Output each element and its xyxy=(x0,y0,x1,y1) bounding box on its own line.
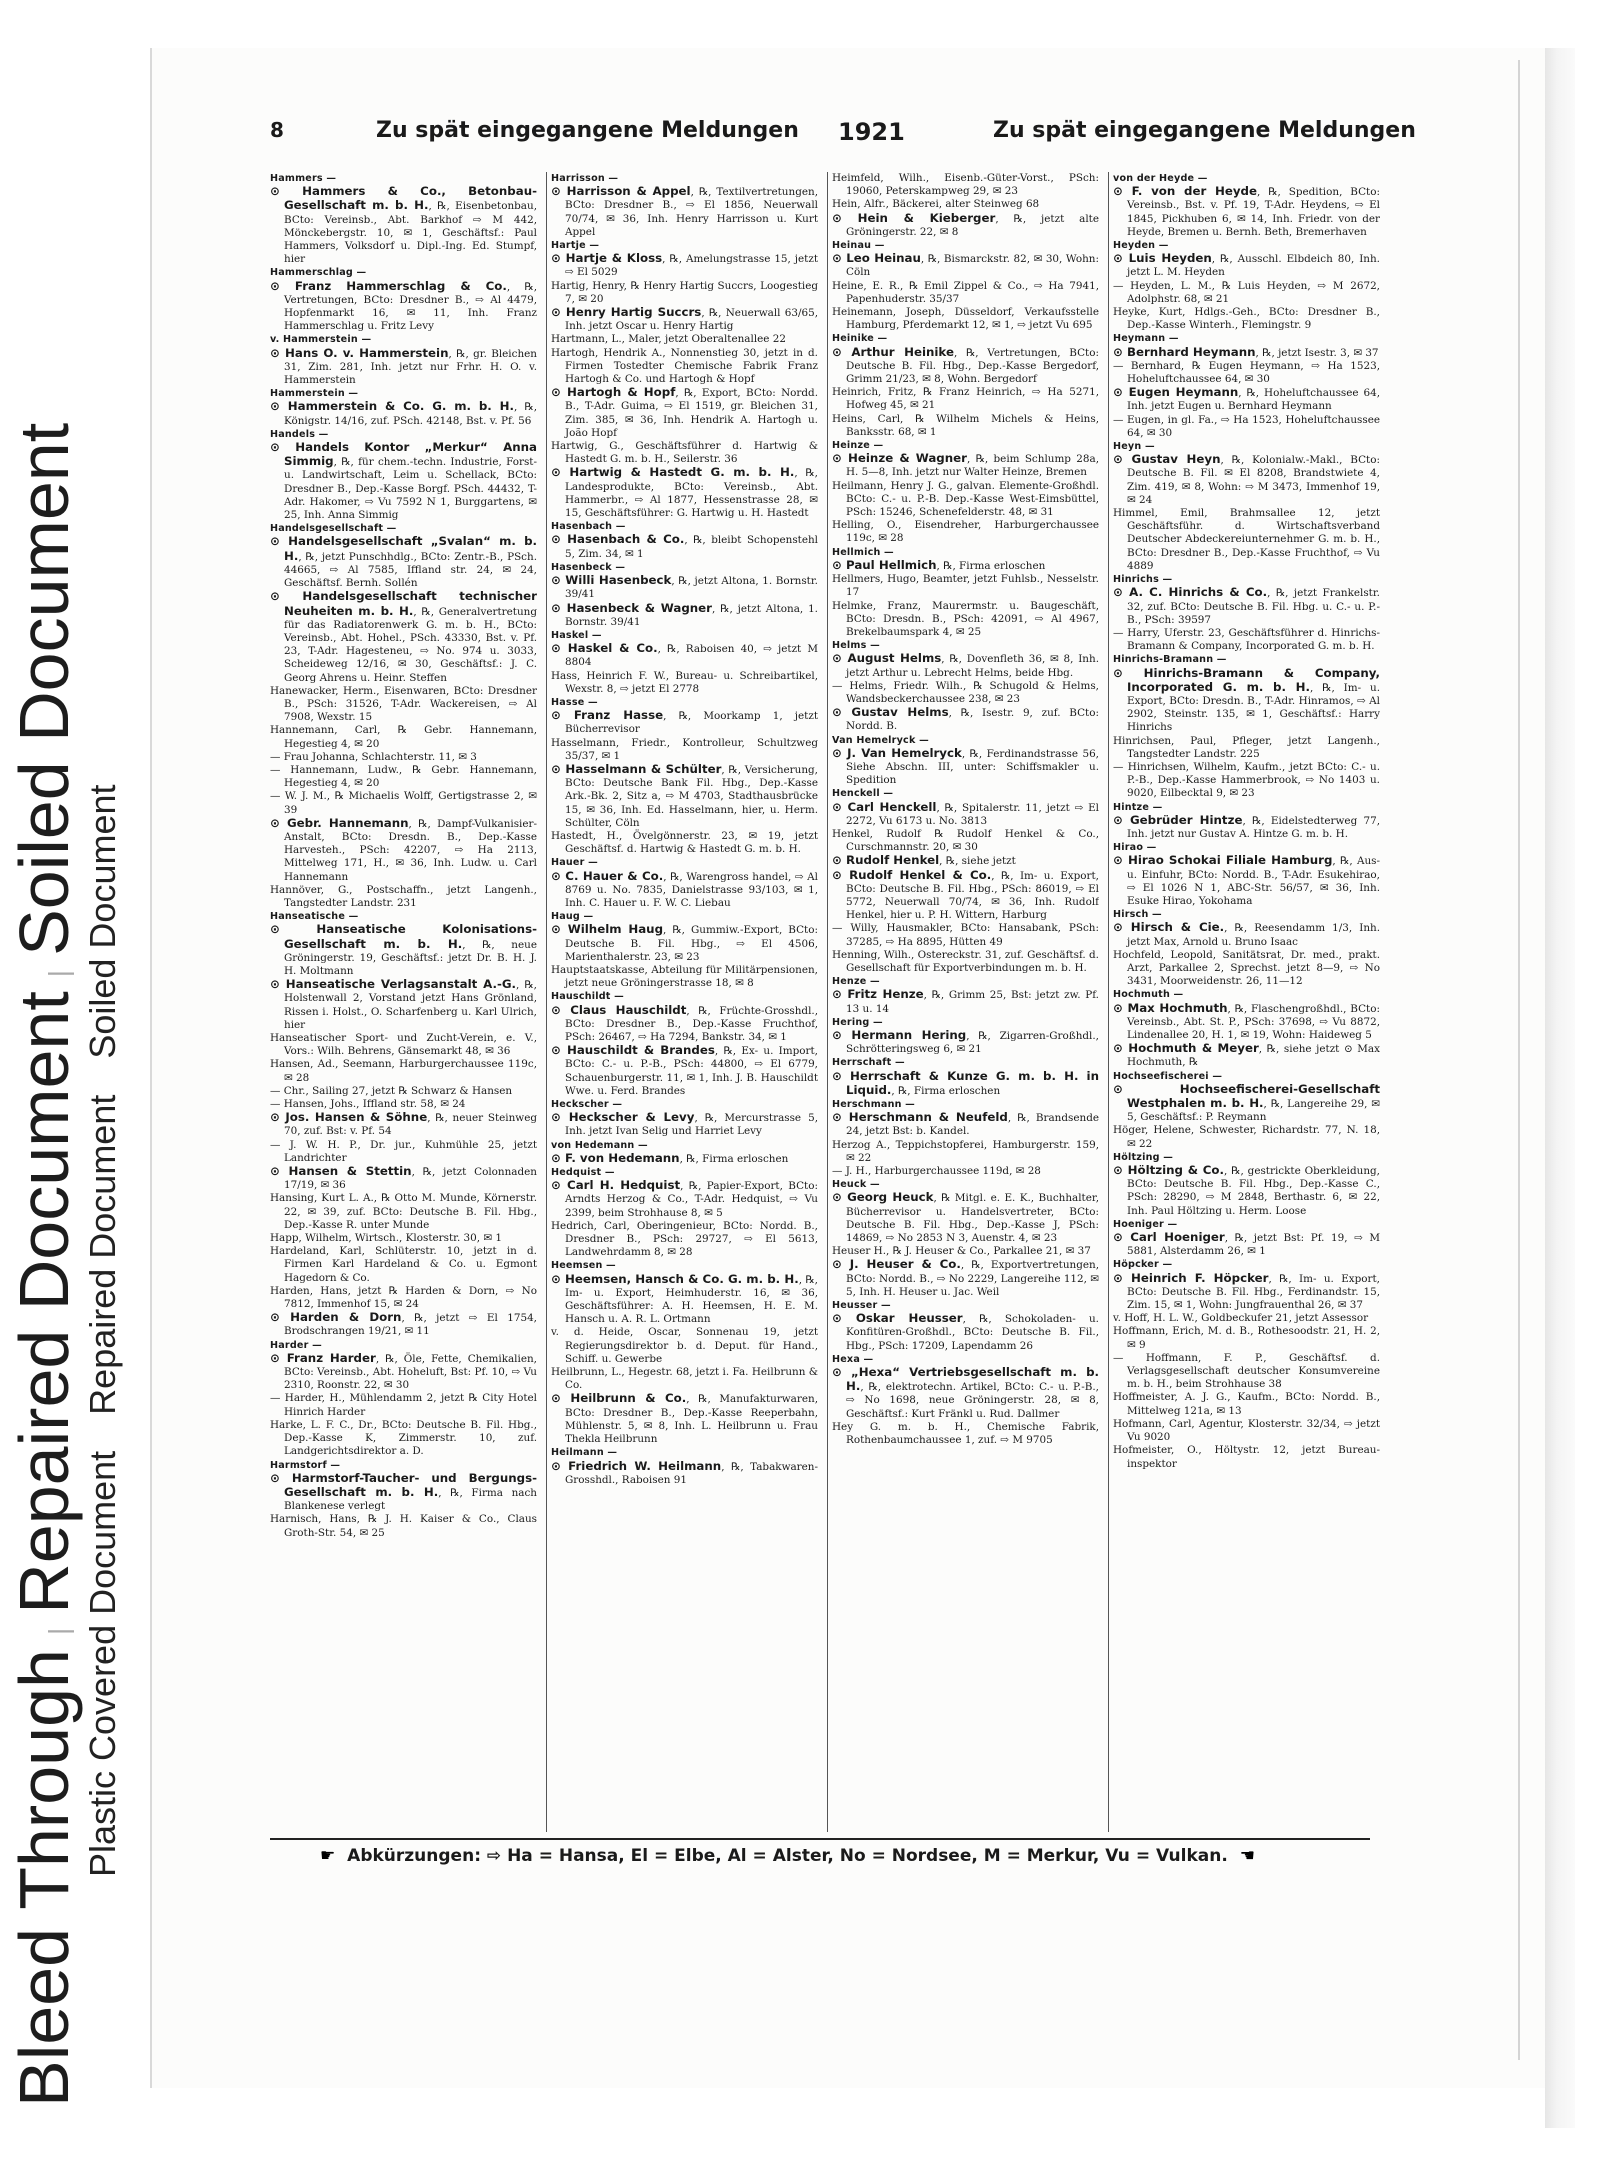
directory-entry: ⊙ Fritz Henze, ℞, Grimm 25, Bst: jetzt zw. Pf. 13 u. 14 xyxy=(832,987,1099,1015)
directory-entry: Heckscher — xyxy=(551,1099,623,1111)
directory-entry: Hanseatischer Sport- und Zucht-Verein, e. V., Vors.: Wilh. Behrens, Gänsemarkt 48, ✉ 36 xyxy=(270,1032,537,1058)
directory-entry: Hasse — xyxy=(551,696,598,708)
directory-entry: v. d. Heide, Oscar, Sonnenau 19, jetzt Regierungsdirektor b. d. Deput. für Hand., Schiff. u. Gewerbe xyxy=(551,1326,818,1365)
directory-entry: Heuser H., ℞ J. Heuser & Co., Parkallee 21, ✉ 37 xyxy=(832,1245,1091,1258)
directory-entry: — Frau Johanna, Schlachterstr. 11, ✉ 3 xyxy=(270,750,477,763)
directory-entry: — Harder, H., Mühlendamm 2, jetzt ℞ City Hotel Hinrich Harder xyxy=(270,1392,537,1418)
directory-entry: ⊙ Carl H. Hedquist, ℞, Papier-Export, BCto: Arndts Herzog & Co., T-Adr. Hedquist, ⇨ Vu 2399, beim Strohhause 8, ✉ 5 xyxy=(551,1178,818,1219)
firm-name: ⊙ Eugen Heymann xyxy=(1113,385,1239,400)
firm-name: ⊙ Handelsgesellschaft „Svalan“ m. b. H. xyxy=(270,534,537,563)
directory-entry: Hardeland, Karl, Schlüterstr. 10, jetzt in d. Firmen Karl Hardeland & Co. u. Egmont Hagedorn & Co. xyxy=(270,1245,537,1284)
directory-entry: Harmstorf — xyxy=(270,1459,341,1471)
directory-entry: — Hannemann, Ludw., ℞ Gebr. Hannemann, Hegestieg 4, ✉ 20 xyxy=(270,763,537,790)
directory-entry: ⊙ F. von der Heyde, ℞, Spedition, BCto: Vereinsb., Bst. v. Pf. 19, T-Adr. Heydens, ⇨ El 1845, Pickhuben 6, ✉ 14, Inh. Friedr. von der Heyde, Bremen u. Bernh. Beth, Bremerhaven xyxy=(1113,184,1380,238)
footer-rule xyxy=(270,1838,1370,1840)
label-bleed-through: Bleed Through xyxy=(5,1649,83,2107)
directory-entry: ⊙ A. C. Hinrichs & Co., ℞, jetzt Frankelstr. 32, zuf. BCto: Deutsche B. Fil. Hbg. u. C.- u. P.-B., PSch: 39597 xyxy=(1113,585,1380,626)
directory-entry: ⊙ Max Hochmuth, ℞, Flaschengroßhdl., BCto: Vereinsb., Abt. St. P., PSch: 37698, ⇨ Vu 8872, Lindenallee 20, H. 1, ✉ 19, Wohn: Haideweg 5 xyxy=(1113,1000,1380,1041)
directory-entry: Hochfeld, Leopold, Sanitätsrat, Dr. med., prakt. Arzt, Parkallee 2, Sprechst. jetzt 8—9, ⇨ No 3431, Moorweidenstr. 26, 11—12 xyxy=(1113,948,1380,988)
firm-name: ⊙ C. Hauer & Co. xyxy=(551,868,664,883)
directory-entry: ⊙ Handelsgesellschaft technischer Neuheiten m. b. H., ℞, Generalvertretung für das Radiatorenwerk G. m. b. H., BCto: Vereinsb., Abt. Hohel., PSch. 43330, Bst. v. Pf. 23, T-Adr. Hagesteneu, ⇨ No. 974 u. 3033, Scheideweg 12/16, ✉ 30, Geschäftsf.: J. C. Georg Ahrens u. Heinr. Steffen xyxy=(270,589,537,684)
firm-name: ⊙ Claus Hauschildt xyxy=(551,1002,687,1017)
firm-name: ⊙ Franz Harder xyxy=(270,1350,376,1365)
pointing-hand-icon: ☚ xyxy=(1239,1846,1255,1866)
directory-entry: Hochmuth — xyxy=(1113,989,1184,1001)
firm-name: ⊙ Heemsen, Hansch & Co. G. m. b. H. xyxy=(551,1271,799,1286)
directory-entry: Heyden — xyxy=(1113,240,1169,252)
directory-entry: Hasselmann, Friedr., Kontrolleur, Schultzweg 35/37, ✉ 1 xyxy=(551,736,818,762)
firm-name: ⊙ Bernhard Heymann xyxy=(1113,344,1256,359)
firm-name: ⊙ Hartje & Kloss xyxy=(551,251,663,266)
directory-entry: ⊙ Wilhelm Haug, ℞, Gummiw.-Export, BCto: Deutsche B. Fil. Hbg., ⇨ El 4506, Marienthalerstr. 23, ✉ 23 xyxy=(551,922,818,963)
directory-entry: ⊙ Oskar Heusser, ℞, Schokoladen- u. Konfitüren-Großhdl., BCto: Deutsche B. Fil., Hbg., PSch: 17209, Lapendamm 26 xyxy=(832,1311,1099,1352)
page-edge-right xyxy=(1545,48,1575,2128)
directory-entry: von der Heyde — xyxy=(1113,173,1208,184)
directory-entry: Heilbrunn, L., Hegestr. 68, jetzt i. Fa. Heilbrunn & Co. xyxy=(551,1366,818,1392)
directory-entry: ⊙ J. Van Hemelryck, ℞, Ferdinandstrasse 56, Siehe Abschn. III, unter: Schiffsmakler u. Spedition xyxy=(832,745,1099,787)
directory-entry: Hastedt, H., Övelgönnerstr. 23, ✉ 19, jetzt Geschäftsf. d. Hartwig & Hastedt G. m. b. H. xyxy=(551,829,818,856)
firm-name: ⊙ Harden & Dorn xyxy=(270,1310,402,1325)
firm-name: ⊙ Heckscher & Levy xyxy=(551,1110,695,1125)
directory-entry: ⊙ Heemsen, Hansch & Co. G. m. b. H., ℞, Im- u. Export, Heimhuderstr. 16, ✉ 36, Geschäftsführer: A. H. Heemsen, H. E. M. Hansch u. A. R. L. Ortmann xyxy=(551,1271,818,1326)
directory-entry: Hoeniger — xyxy=(1113,1218,1178,1230)
firm-name: ⊙ Oskar Heusser xyxy=(832,1311,963,1326)
directory-entry: Harden, Hans, jetzt ℞ Harden & Dorn, ⇨ No 7812, Immenhof 15, ✉ 24 xyxy=(270,1284,537,1311)
firm-name: ⊙ Hartwig & Hastedt G. m. b. H. xyxy=(551,465,795,480)
directory-entry: Hein, Alfr., Bäckerei, alter Steinweg 68 xyxy=(832,198,1040,211)
firm-name: ⊙ Max Hochmuth xyxy=(1113,1000,1228,1015)
firm-name: ⊙ Heinze & Wagner xyxy=(832,451,967,466)
directory-entry: Helmke, Franz, Maurermstr. u. Baugeschäft, BCto: Dresdn. B., PSch: 42091, ⇨ Al 4967, Brekelbaumspark 4, ✉ 25 xyxy=(832,599,1099,638)
directory-entry: ⊙ Hirsch & Cie., ℞, Reesendamm 1/3, Inh. jetzt Max, Arnold u. Bruno Isaac xyxy=(1113,920,1380,948)
directory-entry: Heyke, Kurt, Hdlgs.-Geh., BCto: Dresdner B., Dep.-Kasse Winterh., Flemingstr. 9 xyxy=(1113,306,1380,332)
firm-name: ⊙ Fritz Henze xyxy=(832,987,924,1002)
directory-entry: ⊙ Hasenbeck & Wagner, ℞, jetzt Altona, 1. Bornstr. 39/41 xyxy=(551,600,818,628)
directory-entry: ⊙ Heckscher & Levy, ℞, Mercurstrasse 5, Inh. jetzt Ivan Selig und Harriet Levy xyxy=(551,1110,818,1138)
firm-name: ⊙ „Hexa“ Vertriebsgesellschaft m. b. H. xyxy=(832,1365,1099,1394)
directory-entry: ⊙ Rudolf Henkel & Co., ℞, Im- u. Export, BCto: Deutsche B. Fil. Hbg., PSch: 86019, ⇨ El 5772, Neuerwall 70/74, ✉ 36, Inh. Rudolf Henkel, hier u. P. H. Wittern, Harburg xyxy=(832,867,1099,922)
directory-entry: — Willy, Hausmakler, BCto: Hansabank, PSch: 37285, ⇨ Ha 8895, Hütten 49 xyxy=(832,922,1099,948)
firm-name: ⊙ Hochseefischerei-Gesellschaft Westphalen m. b. H. xyxy=(1113,1081,1380,1111)
directory-entry: ⊙ Hartje & Kloss, ℞, Amelungstrasse 15, jetzt ⇨ El 5029 xyxy=(551,251,818,279)
directory-entry: Hasenbach — xyxy=(551,521,626,533)
directory-entry: ⊙ Gebrüder Hintze, ℞, Eidelstedterweg 77, Inh. jetzt nur Gustav A. Hintze G. m. b. H. xyxy=(1113,812,1380,840)
firm-name: ⊙ Carl Hoeniger xyxy=(1113,1230,1225,1245)
firm-name: ⊙ Hansen & Stettin xyxy=(270,1164,412,1179)
firm-name: ⊙ Hochmuth & Meyer xyxy=(1113,1041,1259,1056)
directory-entry: — Hoffmann, F. P., Geschäftsf. d. Verlagsgesellschaft deutscher Konsumvereine m. b. H., beim Strohhause 38 xyxy=(1113,1351,1380,1391)
directory-entry: Heimfeld, Wilh., Eisenb.-Güter-Vorst., PSch: 19060, Peterskampweg 29, ✉ 23 xyxy=(832,172,1099,198)
directory-entry: Harnisch, Hans, ℞ J. H. Kaiser & Co., Claus Groth-Str. 54, ✉ 25 xyxy=(270,1513,537,1539)
directory-entry: Heilmann — xyxy=(551,1447,618,1459)
directory-column-1 xyxy=(270,172,537,1832)
column-divider xyxy=(827,172,828,1832)
directory-entry: Hartig, Henry, ℞ Henry Hartig Succrs, Loogestieg 7, ✉ 20 xyxy=(551,279,818,305)
directory-entry: Hinrichsen, Paul, Pfleger, jetzt Langenh., Tangstedter Landstr. 225 xyxy=(1113,734,1380,760)
firm-name: ⊙ Handelsgesellschaft technischer Neuheiten m. b. H. xyxy=(270,589,537,618)
directory-entry: Heins, Carl, ℞ Wilhelm Michels & Heins, Banksstr. 68, ✉ 1 xyxy=(832,412,1099,438)
firm-name: ⊙ Hammerstein & Co. G. m. b. H. xyxy=(270,399,515,414)
directory-entry: Heinrich, Fritz, ℞ Franz Heinrich, ⇨ Ha 5271, Hofweg 45, ✉ 21 xyxy=(832,386,1099,412)
directory-entry: ⊙ Hein & Kieberger, ℞, jetzt alte Gröningerstr. 22, ✉ 8 xyxy=(832,210,1099,238)
firm-name: ⊙ Handels Kontor „Merkur“ Anna Simmig xyxy=(270,440,537,469)
directory-entry: Hinrichs-Bramann — xyxy=(1113,654,1227,666)
directory-entry: Hedquist — xyxy=(551,1167,615,1179)
directory-entry: Hey G. m. b. H., Chemische Fabrik, Rothenbaumchaussee 1, zuf. ⇨ M 9705 xyxy=(832,1420,1099,1447)
directory-entry: ⊙ Claus Hauschildt, ℞, Früchte-Grosshdl., BCto: Dresdner B., Dep.-Kasse Fruchthof, PSch: 26467, ⇨ Ha 7294, Bankstr. 34, ✉ 1 xyxy=(551,1002,818,1043)
firm-name: ⊙ Gebrüder Hintze xyxy=(1113,812,1243,827)
directory-entry: ⊙ Haskel & Co., ℞, Raboisen 40, ⇨ jetzt M 8804 xyxy=(551,641,818,669)
directory-entry: Helms — xyxy=(832,640,880,652)
firm-name: ⊙ Jos. Hansen & Söhne xyxy=(270,1110,428,1125)
directory-entry: ⊙ Hartogh & Hopf, ℞, Export, BCto: Nordd. B., T-Adr. Guima, ⇨ El 1519, gr. Bleichen 31, Zim. 385, ✉ 36, Inh. Hendrik A. Hartogh u. João Hopf xyxy=(551,385,818,439)
page-fold-line xyxy=(1518,60,1520,2060)
directory-entry: ⊙ Carl Hoeniger, ℞, jetzt Bst: Pf. 19, ⇨ M 5881, Alsterdamm 26, ✉ 1 xyxy=(1113,1230,1380,1258)
pointing-hand-icon: ☛ xyxy=(320,1846,336,1866)
directory-entry: ⊙ Hans O. v. Hammerstein, ℞, gr. Bleichen 31, Zim. 281, Inh. jetzt nur Frhr. H. O. v. Hammerstein xyxy=(270,345,537,387)
directory-entry: Heinau — xyxy=(832,240,885,252)
directory-entry: Harder — xyxy=(270,1339,322,1351)
directory-entry: Herzog A., Teppichstopferei, Hamburgerstr. 159, ✉ 22 xyxy=(832,1138,1099,1164)
firm-name: ⊙ Hasenbach & Co. xyxy=(551,532,685,547)
directory-entry: von Hedemann — xyxy=(551,1139,648,1151)
directory-entry: ⊙ Heinze & Wagner, ℞, beim Schlump 28a, H. 5—8, Inh. jetzt nur Walter Heinze, Bremen xyxy=(832,451,1099,479)
directory-entry: Höpcker — xyxy=(1113,1259,1173,1271)
directory-entry: Haug — xyxy=(551,911,594,923)
directory-entry: Hammers — xyxy=(270,173,337,184)
directory-entry: ⊙ Paul Hellmich, ℞, Firma erloschen xyxy=(832,557,1046,572)
directory-entry: Heemsen — xyxy=(551,1260,616,1272)
directory-entry: Heilmann, Henry J. G., galvan. Elemente-Großhdl. BCto: C.- u. P.-B. Dep.-Kasse West-Eimsbüttel, PSch: 15246, Schenefelderstr. 48, ✉ 31 xyxy=(832,479,1099,519)
directory-entry: Herschmann — xyxy=(832,1099,915,1111)
firm-name: ⊙ Gustav Helms xyxy=(832,705,949,720)
firm-name: ⊙ Rudolf Henkel & Co. xyxy=(832,867,992,882)
firm-name: ⊙ Franz Hammerschlag & Co. xyxy=(270,278,507,293)
directory-entry: — Heyden, L. M., ℞ Luis Heyden, ⇨ M 2672, Adolphstr. 68, ✉ 21 xyxy=(1113,279,1380,305)
firm-name: ⊙ Arthur Heinike xyxy=(832,344,954,359)
directory-entry: ⊙ Hartwig & Hastedt G. m. b. H., ℞, Landesprodukte, BCto: Vereinsb., Abt. Hammerbr., ⇨ Al 1877, Hessenstrasse 28, ✉ 15, Geschäftsführer: G. Hartwig u. H. Hastedt xyxy=(551,465,818,520)
label-repaired-document-2: Repaired Document xyxy=(82,1094,123,1415)
directory-entry: ⊙ Hanseatische Verlagsanstalt A.-G., ℞, Holstenwall 2, Vorstand jetzt Hans Grönland, Rissen i. Holst., O. Scharfenberg u. Karl Ulrich, hier xyxy=(270,977,537,1031)
firm-name: ⊙ Hein & Kieberger xyxy=(832,210,996,225)
firm-name: ⊙ Hanseatische Kolonisations-Gesellschaft m. b. H. xyxy=(270,922,537,951)
directory-entry: ⊙ Leo Heinau, ℞, Bismarckstr. 82, ✉ 30, Wohn: Cöln xyxy=(832,251,1099,279)
directory-entry: — Hinrichsen, Wilhelm, Kaufm., jetzt BCto: C.- u. P.-B., Dep.-Kasse Hammerbrook, ⇨ No 1403 u. 9020, Eilbecktal 9, ✉ 23 xyxy=(1113,760,1380,800)
label-soiled-document: Soiled Document xyxy=(5,422,83,956)
firm-name: ⊙ Hirao Schokai Filiale Hamburg xyxy=(1113,853,1333,868)
directory-entry: Heinemann, Joseph, Düsseldorf, Verkaufsstelle Hamburg, Pferdemarkt 12, ✉ 1, ⇨ jetzt Vu 695 xyxy=(832,306,1099,332)
directory-entry: ⊙ Hasselmann & Schülter, ℞, Versicherung, BCto: Deutsche Bank Fil. Hbg., Dep.-Kasse Ark.-Bk. 2, Sitz a, ⇨ M 4703, Stadthausbrücke 15, ✉ 36, Inh. Ed. Hasselmann, hier, u. Herm. Schülter, Cöln xyxy=(551,761,818,829)
page-number: 8 xyxy=(270,118,284,142)
directory-entry: ⊙ Eugen Heymann, ℞, Hoheluftchaussee 64, Inh. jetzt Eugen u. Bernhard Heymann xyxy=(1113,385,1380,413)
directory-entry: ⊙ Harmstorf-Taucher- und Bergungs-Gesellschaft m. b. H., ℞, Firma nach Blankenese verlegt xyxy=(270,1470,537,1513)
directory-entry: ⊙ Franz Hasse, ℞, Moorkamp 1, jetzt Bücherrevisor xyxy=(551,708,818,736)
firm-name: ⊙ Hinrichs-Bramann & Company, Incorporated G. m. b. H. xyxy=(1113,665,1380,694)
abbreviations-footer xyxy=(320,1846,1370,1876)
directory-entry: ⊙ Gebr. Hannemann, ℞, Dampf-Vulkanisier-Anstalt, BCto: Dresdn. B., Dep.-Kasse Harvesteh., PSch: 42207, ⇨ Ha 2113, Mittelweg 171, H., ✉ 36, Inh. Ludw. u. Carl Hannemann xyxy=(270,815,537,883)
firm-name: ⊙ Höltzing & Co. xyxy=(1113,1163,1224,1178)
firm-name: ⊙ Carl Henckell xyxy=(832,799,937,814)
directory-entry: — J. W. H. P., Dr. jur., Kuhmühle 25, jetzt Landrichter xyxy=(270,1138,537,1164)
directory-entry: ⊙ Harrisson & Appel, ℞, Textilvertretungen, BCto: Dresdner B., ⇨ El 1856, Neuerwall 70/74, ✉ 36, Inh. Henry Harrisson u. Kurt Appel xyxy=(551,184,818,238)
label-soiled-document-2: Soiled Document xyxy=(82,784,123,1059)
directory-entry: ⊙ Hirao Schokai Filiale Hamburg, ℞, Aus- u. Einfuhr, BCto: Nordd. B., T-Adr. Esukehirao, ⇨ El 1026 N 1, ABC-Str. 56/57, ✉ 36, Inh. Esuke Hirao, Yokohama xyxy=(1113,853,1380,907)
firm-name: ⊙ Luis Heyden xyxy=(1113,251,1212,266)
directory-entry: ⊙ Jos. Hansen & Söhne, ℞, neuer Steinweg 70, zuf. Bst: v. Pf. 54 xyxy=(270,1110,537,1138)
directory-entry: Hintze — xyxy=(1113,801,1163,813)
directory-entry: ⊙ „Hexa“ Vertriebsgesellschaft m. b. H., ℞, elektrotechn. Artikel, BCto: C.- u. P.-B., ⇨ No 1698, neue Gröningerstr. 28, ✉ 8, Geschäftsf.: Kurt Fränkl u. Rud. Dallmer xyxy=(832,1365,1099,1420)
directory-entry: ⊙ Franz Harder, ℞, Öle, Fette, Chemikalien, BCto: Vereinsb., Abt. Hoheluft, Bst: Pf. 10, ⇨ Vu 2310, Roonstr. 22, ✉ 30 xyxy=(270,1350,537,1392)
directory-entry: Hass, Heinrich F. W., Bureau- u. Schreibartikel, Wexstr. 8, ⇨ jetzt El 2778 xyxy=(551,669,818,695)
label-plastic-covered: Plastic Covered Document xyxy=(82,1450,123,1877)
firm-name: ⊙ Hirsch & Cie. xyxy=(1113,920,1225,935)
directory-entry: Hauptstaatskasse, Abteilung für Militärpensionen, jetzt neue Gröningerstrasse 18, ✉ 8 xyxy=(551,963,818,990)
directory-entry: ⊙ C. Hauer & Co., ℞, Warengross handel, ⇨ Al 8769 u. No. 7835, Danielstrasse 93/103, ✉ 1, Inh. C. Hauer u. F. W. C. Liebau xyxy=(551,868,818,909)
firm-name: ⊙ Herschmann & Neufeld xyxy=(832,1110,1008,1125)
firm-name: ⊙ Rudolf Henkel xyxy=(832,853,940,868)
directory-entry: — Helms, Friedr. Wilh., ℞ Schugold & Helms, Wandsbeckerchaussee 238, ✉ 23 xyxy=(832,679,1099,705)
firm-name: ⊙ Hammers & Co., Betonbau-Gesellschaft m. b. H. xyxy=(270,184,537,213)
firm-name: ⊙ August Helms xyxy=(832,651,942,666)
directory-entry: Henckell — xyxy=(832,788,894,800)
directory-entry: Heyn — xyxy=(1113,441,1155,453)
firm-name: ⊙ Gebr. Hannemann xyxy=(270,815,409,830)
directory-entry: Hexa — xyxy=(832,1353,874,1365)
firm-name: ⊙ Hauschildt & Brandes xyxy=(551,1043,715,1058)
directory-entry: ⊙ Gustav Heyn, ℞, Kolonialw.-Makl., BCto: Deutsche B. Fil. ✉ El 8208, Brandstwiete 4, Zim. 419, ✉ 8, Wohn: ⇨ M 3473, Immenhof 19, ✉ 24 xyxy=(1113,452,1380,506)
directory-entry: v. Hoff, H. L. W., Goldbeckufer 21, jetzt Assessor xyxy=(1113,1312,1369,1325)
directory-entry: ⊙ Höltzing & Co., ℞, gestrickte Oberkleidung, BCto: Deutsche B. Fil. Hbg., Dep.-Kasse C., PSch: 28290, ⇨ M 2848, Berthastr. 6, ✉ 22, Inh. Paul Höltzing u. Herm. Loose xyxy=(1113,1163,1380,1217)
label-repaired-document: Repaired Document xyxy=(5,991,83,1614)
directory-entry: — Hansen, Johs., Iffland str. 58, ✉ 24 xyxy=(270,1098,466,1111)
directory-entry: Hauer — xyxy=(551,857,598,869)
directory-entry: Hedrich, Carl, Oberingenieur, BCto: Nordd. B., Dresdner B., PSch: 29727, ⇨ El 5613, Landwehrdamm 8, ✉ 28 xyxy=(551,1219,818,1259)
directory-entry: Handelsgesellschaft — xyxy=(270,523,397,535)
firm-name: ⊙ J. Van Hemelryck xyxy=(832,745,962,760)
directory-entry: Hofmeister, O., Höltystr. 12, jetzt Bureau-inspektor xyxy=(1113,1444,1380,1470)
directory-entry: Hasenbeck — xyxy=(551,561,626,573)
directory-entry: ⊙ Luis Heyden, ℞, Ausschl. Elbdeich 80, Inh. jetzt L. M. Heyden xyxy=(1113,251,1380,279)
directory-entry: ⊙ Herrschaft & Kunze G. m. b. H. in Liquid., ℞, Firma erloschen xyxy=(832,1068,1099,1097)
document-type-labels-primary: Bleed Through|Repaired Document|Soiled Document xyxy=(5,422,83,2107)
abbreviations-text: Abkürzungen: ⇨ Ha = Hansa, El = Elbe, Al = Alster, No = Nordsee, M = Merkur, Vu = Vulkan. xyxy=(347,1846,1228,1866)
directory-entry: ⊙ Arthur Heinike, ℞, Vertretungen, BCto: Deutsche B. Fil. Hbg., Dep.-Kasse Bergedorf, Grimm 21/23, ✉ 8, Wohn. Bergedorf xyxy=(832,344,1099,386)
firm-name: ⊙ Paul Hellmich xyxy=(832,557,937,572)
directory-entry: Hochseefischerei — xyxy=(1113,1070,1223,1082)
directory-columns xyxy=(270,172,1380,1832)
firm-name: ⊙ Heilbrunn & Co. xyxy=(551,1391,687,1406)
directory-entry: Höger, Helene, Schwester, Richardstr. 77, N. 18, ✉ 22 xyxy=(1113,1124,1380,1150)
directory-entry: ⊙ Harden & Dorn, ℞, jetzt ⇨ El 1754, Brodschrangen 19/21, ✉ 11 xyxy=(270,1310,537,1338)
firm-name: ⊙ Willi Hasenbeck xyxy=(551,573,672,588)
directory-entry: Hartje — xyxy=(551,240,600,252)
directory-entry: Helling, O., Eisendreher, Harburgerchaussee 119c, ✉ 28 xyxy=(832,519,1099,545)
directory-entry: Hansing, Kurt L. A., ℞ Otto M. Munde, Körnerstr. 22, ✉ 39, zuf. BCto: Deutsche B. Fil. Hbg., Dep.-Kasse R. unter Munde xyxy=(270,1192,537,1231)
directory-entry: ⊙ Georg Heuck, ℞ Mitgl. e. E. K., Buchhalter, Bücherrevisor u. Handelsvertreter, BCto: Deutsche B. Fil. Hbg., Dep.-Kasse J, PSch: 14869, ⇨ No 2853 N 3, Auenstr. 4, ✉ 23 xyxy=(832,1190,1099,1245)
directory-entry: Herrschaft — xyxy=(832,1057,905,1069)
firm-name: ⊙ Leo Heinau xyxy=(832,251,921,266)
directory-entry: — Harry, Uferstr. 23, Geschäftsführer d. Hinrichs-Bramann & Company, Incorporated G. m. b. H. xyxy=(1113,626,1380,653)
directory-entry: Hannemann, Carl, ℞ Gebr. Hannemann, Hegestieg 4, ✉ 20 xyxy=(270,724,537,750)
firm-name: ⊙ F. von der Heyde xyxy=(1113,184,1257,199)
directory-entry: ⊙ Gustav Helms, ℞, Isestr. 9, zuf. BCto: Nordd. B. xyxy=(832,705,1099,733)
directory-entry: ⊙ Hermann Hering, ℞, Zigarren-Großhdl., Schrötteringsweg 6, ✉ 21 xyxy=(832,1028,1099,1056)
firm-name: ⊙ Franz Hasse xyxy=(551,708,664,723)
directory-entry: Hellmers, Hugo, Beamter, jetzt Fuhlsb., Nesselstr. 17 xyxy=(832,573,1099,599)
directory-entry: Hofmann, Carl, Agentur, Klosterstr. 32/34, ⇨ jetzt Vu 9020 xyxy=(1113,1417,1380,1444)
directory-entry: — Chr., Sailing 27, jetzt ℞ Schwarz & Hansen xyxy=(270,1084,513,1097)
directory-entry: Hirao — xyxy=(1113,842,1157,854)
directory-entry: ⊙ Hauschildt & Brandes, ℞, Ex- u. Import, BCto: C.- u. P.-B., PSch: 44800, ⇨ El 6779, Schauenburgerstr. 11, ✉ 1, Inh. J. B. Hauschildt Wwe. u. Ferd. Brandes xyxy=(551,1043,818,1097)
directory-entry: ⊙ Hammerstein & Co. G. m. b. H., ℞, Königstr. 14/16, zuf. PSch. 42148, Bst. v. Pf. 56 xyxy=(270,399,537,427)
directory-entry: Van Hemelryck — xyxy=(832,734,929,746)
column-divider xyxy=(1108,172,1109,1832)
firm-name: ⊙ Hans O. v. Hammerstein xyxy=(270,345,449,360)
directory-entry: Hering — xyxy=(832,1016,883,1028)
firm-name: ⊙ Harrisson & Appel xyxy=(551,184,691,199)
directory-column-4 xyxy=(1113,172,1380,1832)
firm-name: ⊙ Georg Heuck xyxy=(832,1190,934,1205)
directory-entry: Haskel — xyxy=(551,629,602,641)
directory-entry: Heinike — xyxy=(832,333,888,345)
directory-column-3 xyxy=(832,172,1099,1832)
directory-entry: Hoffmann, Erich, M. d. B., Rothesoodstr. 21, H. 2, ✉ 9 xyxy=(1113,1325,1380,1351)
directory-entry: Hoffmeister, A. J. G., Kaufm., BCto: Nordd. B., Mittelweg 121a, ✉ 13 xyxy=(1113,1391,1380,1417)
directory-entry: — J. H., Harburgerchaussee 119d, ✉ 28 xyxy=(832,1165,1041,1178)
directory-entry: Hartwig, G., Geschäftsführer d. Hartwig & Hastedt G. m. b. H., Seilerstr. 36 xyxy=(551,440,818,466)
directory-entry: Hirsch — xyxy=(1113,909,1162,921)
directory-entry: ⊙ Willi Hasenbeck, ℞, jetzt Altona, 1. Bornstr. 39/41 xyxy=(551,573,818,601)
directory-entry: ⊙ Hanseatische Kolonisations-Gesellschaft m. b. H., ℞, neue Gröningerstr. 19, Geschäftsf.: jetzt Dr. B. H. J. H. Moltmann xyxy=(270,922,537,977)
directory-entry: Harke, L. F. C., Dr., BCto: Deutsche B. Fil. Hbg., Dep.-Kasse K, Zimmerstr. 10, zuf. Landgerichtsdirektor a. D. xyxy=(270,1418,537,1458)
directory-entry: Heymann — xyxy=(1113,333,1179,345)
firm-name: ⊙ J. Heuser & Co. xyxy=(832,1257,961,1272)
directory-entry: Hartmann, L., Maler, jetzt Oberaltenallee 22 xyxy=(551,333,786,346)
firm-name: ⊙ Hasselmann & Schülter xyxy=(551,761,722,776)
firm-name: ⊙ Gustav Heyn xyxy=(1113,452,1221,467)
directory-entry: ⊙ Henry Hartig Succrs, ℞, Neuerwall 63/65, Inh. jetzt Oscar u. Henry Hartig xyxy=(551,305,818,333)
directory-entry: ⊙ Handels Kontor „Merkur“ Anna Simmig, ℞, für chem.-techn. Industrie, Forst- u. Landwirtschaft, Leim u. Schellack, BCto: Dresdner B., Dep.-Kasse Borgf. PSch. 44432, T-Adr. Hakomer, ⇨ Vu 7592 N 1, Burggartens, ✉ 25, Inh. Anna Simmig xyxy=(270,440,537,522)
directory-entry: Harrisson — xyxy=(551,173,619,184)
directory-entry: Hartogh, Hendrik A., Nonnenstieg 30, jetzt in d. Firmen Tostedter Chemische Fabrik Franz Hartogh & Co. und Hartogh & Hopf xyxy=(551,346,818,386)
directory-entry: ⊙ Herschmann & Neufeld, ℞, Brandsende 24, jetzt Bst: b. Kandel. xyxy=(832,1110,1099,1138)
directory-entry: ⊙ Hochmuth & Meyer, ℞, siehe jetzt ⊙ Max Hochmuth, ℞ xyxy=(1113,1041,1380,1069)
firm-name: ⊙ Harmstorf-Taucher- und Bergungs-Gesellschaft m. b. H. xyxy=(270,1470,537,1499)
directory-entry: — Bernhard, ℞ Eugen Heymann, ⇨ Ha 1523, Hoheluftchaussee 64, ✉ 30 xyxy=(1113,359,1380,386)
directory-entry: Heinze — xyxy=(832,440,884,452)
directory-entry: ⊙ August Helms, ℞, Dovenfleth 36, ✉ 8, Inh. jetzt Arthur u. Lebrecht Helms, beide Hbg. xyxy=(832,651,1099,679)
directory-entry: Hanewacker, Herm., Eisenwaren, BCto: Dresdner B., PSch: 31526, T-Adr. Wackereisen, ⇨ Al 7908, Wexstr. 15 xyxy=(270,684,537,724)
directory-entry: Heuck — xyxy=(832,1179,880,1191)
firm-name: ⊙ F. von Hedemann xyxy=(551,1150,680,1165)
directory-entry: ⊙ Carl Henckell, ℞, Spitalerstr. 11, jetzt ⇨ El 2272, Vu 6173 u. No. 3813 xyxy=(832,799,1099,827)
page-edge-left xyxy=(150,48,152,2088)
firm-name: ⊙ Wilhelm Haug xyxy=(551,922,664,937)
firm-name: ⊙ Carl H. Hedquist xyxy=(551,1178,681,1193)
directory-entry: Hellmich — xyxy=(832,546,894,558)
directory-entry: ⊙ Rudolf Henkel, ℞, siehe jetzt xyxy=(832,853,1016,868)
firm-name: ⊙ Henry Hartig Succrs xyxy=(551,305,702,320)
directory-entry: Heine, E. R., ℞ Emil Zippel & Co., ⇨ Ha 7941, Papenhuderstr. 35/37 xyxy=(832,279,1099,305)
directory-entry: Hammerschlag — xyxy=(270,267,367,279)
header-year: 1921 xyxy=(838,118,905,146)
side-label-strip xyxy=(0,0,140,2177)
directory-entry: Heusser — xyxy=(832,1300,891,1312)
directory-entry: Himmel, Emil, Brahmsallee 12, jetzt Geschäftsführ. d. Wirtschaftsverband Deutscher Abdeckereiunternehmer G. m. b. H., BCto: Dresdner B., Dep.-Kasse Fruchthof, ⇨ Vu 4889 xyxy=(1113,507,1380,572)
directory-entry: ⊙ Franz Hammerschlag & Co., ℞, Vertretungen, BCto: Dresdner B., ⇨ Al 4479, Hopfenmarkt 16, ✉ 11, Inh. Franz Hammerschlag u. Fritz Levy xyxy=(270,278,537,333)
firm-name: ⊙ Hermann Hering xyxy=(832,1028,967,1042)
running-title-right: Zu spät eingegangene Meldungen xyxy=(993,118,1416,143)
directory-entry: ⊙ Heilbrunn & Co., ℞, Manufakturwaren, BCto: Dresdner B., Dep.-Kasse Reeperbahn, Mühlenstr. 5, ✉ 8, Inh. L. Heilbrunn u. Frau Thekla Heilbrunn xyxy=(551,1391,818,1446)
directory-entry: Hannöver, G., Postschaffn., jetzt Langenh., Tangstedter Landstr. 231 xyxy=(270,883,537,909)
directory-entry: ⊙ Bernhard Heymann, ℞, jetzt Isestr. 3, ✉ 37 xyxy=(1113,344,1379,359)
directory-entry: Henning, Wilh., Ostereckstr. 31, zuf. Geschäftsf. d. Gesellschaft für Exportverbindungen m. b. H. xyxy=(832,948,1099,974)
firm-name: ⊙ Haskel & Co. xyxy=(551,641,658,656)
firm-name: ⊙ Hasenbeck & Wagner xyxy=(551,600,712,615)
firm-name: ⊙ Herrschaft & Kunze G. m. b. H. in Liquid. xyxy=(832,1068,1099,1097)
directory-entry: Happ, Wilhelm, Wirtsch., Klosterstr. 30, ✉ 1 xyxy=(270,1232,502,1245)
directory-entry: Henze — xyxy=(832,976,880,988)
directory-entry: ⊙ F. von Hedemann, ℞, Firma erloschen xyxy=(551,1150,789,1165)
directory-entry: ⊙ Friedrich W. Heilmann, ℞, Tabakwaren-Grosshdl., Raboisen 91 xyxy=(551,1458,818,1486)
directory-entry: ⊙ Hochseefischerei-Gesellschaft Westphalen m. b. H., ℞, Langereihe 29, ✉ 5, Geschäftsf.: P. Reymann xyxy=(1113,1081,1380,1124)
running-title-left: Zu spät eingegangene Meldungen xyxy=(376,118,799,143)
directory-entry: ⊙ Hammers & Co., Betonbau-Gesellschaft m. b. H., ℞, Eisenbetonbau, BCto: Vereinsb., Abt. Barkhof ⇨ M 442, Mönckebergstr. 10, ✉ 1, Geschäftsf.: Paul Hammers, Volksdorf u. Dipl.-Ing. Ed. Stumpf, hier xyxy=(270,184,537,266)
directory-entry: — Eugen, in gl. Fa., ⇨ Ha 1523, Hoheluftchaussee 64, ✉ 30 xyxy=(1113,413,1380,439)
document-type-labels-secondary xyxy=(82,784,124,1877)
directory-column-2 xyxy=(551,172,818,1832)
firm-name: ⊙ A. C. Hinrichs & Co. xyxy=(1113,585,1268,600)
directory-entry: Hinrichs — xyxy=(1113,574,1173,586)
directory-entry: ⊙ Heinrich F. Höpcker, ℞, Im- u. Export, BCto: Deutsche B. Fil. Hbg., Ferdinandstr. 15, Zim. 15, ✉ 1, Wohn: Jungfrauenthal 26, ✉ 37 xyxy=(1113,1270,1380,1312)
column-divider xyxy=(546,172,547,1832)
page-header xyxy=(258,118,1416,154)
directory-entry: Hammerstein — xyxy=(270,388,359,400)
directory-entry: ⊙ Hasenbach & Co., ℞, bleibt Schopenstehl 5, Zim. 34, ✉ 1 xyxy=(551,532,818,560)
firm-name: ⊙ Hartogh & Hopf xyxy=(551,385,676,400)
directory-entry: ⊙ J. Heuser & Co., ℞, Exportvertretungen, BCto: Nordd. B., ⇨ No 2229, Langereihe 112, ✉ 5, Inh. H. Heuser u. Jac. Weil xyxy=(832,1257,1099,1298)
directory-entry: ⊙ Hinrichs-Bramann & Company, Incorporated G. m. b. H., ℞, Im- u. Export, BCto: Dresdn. B., T-Adr. Hinramos, ⇨ Al 2902, Steinstr. 135, ✉ 1, Geschäftsf.: Harry Hinrichs xyxy=(1113,665,1380,734)
directory-entry: Höltzing — xyxy=(1113,1151,1173,1163)
firm-name: ⊙ Hanseatische Verlagsanstalt A.-G. xyxy=(270,977,517,992)
directory-entry: Hauschildt — xyxy=(551,991,624,1003)
directory-entry: ⊙ Hansen & Stettin, ℞, jetzt Colonnaden 17/19, ✉ 36 xyxy=(270,1164,537,1192)
directory-entry: v. Hammerstein — xyxy=(270,334,372,346)
directory-entry: ⊙ Handelsgesellschaft „Svalan“ m. b. H., ℞, jetzt Punschhdlg., BCto: Zentr.-B., PSch. 44665, ⇨ Al 7585, Iffland str. 24, ✉ 24, Geschäftsf. Bernh. Sollén xyxy=(270,534,537,590)
directory-entry: Hanseatische — xyxy=(270,911,359,923)
firm-name: ⊙ Heinrich F. Höpcker xyxy=(1113,1270,1269,1285)
directory-entry: Henkel, Rudolf ℞ Rudolf Henkel & Co., Curschmannstr. 20, ✉ 30 xyxy=(832,827,1099,854)
directory-entry: Hansen, Ad., Seemann, Harburgerchaussee 119c, ✉ 28 xyxy=(270,1058,537,1084)
directory-entry: — W. J. M., ℞ Michaelis Wolff, Gertigstrasse 2, ✉ 39 xyxy=(270,790,537,816)
directory-entry: Handels — xyxy=(270,428,329,440)
firm-name: ⊙ Friedrich W. Heilmann xyxy=(551,1458,722,1473)
